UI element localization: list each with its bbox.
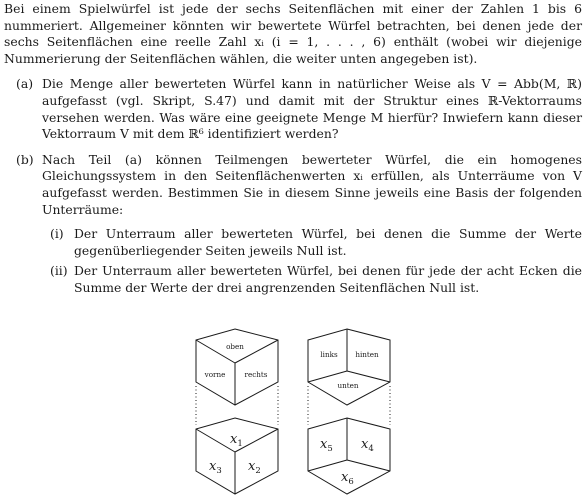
part-b [4,152,582,218]
label-x4: $x_4$ [361,437,374,454]
cube-bottom-left-outline [196,418,278,494]
label-x6: $x_6$ [341,470,354,487]
label-vorne: vorne [204,370,226,379]
part-b-i [4,226,582,259]
part-b-i-label: (i) [50,226,64,242]
label-hinten: hinten [355,350,379,359]
intro-paragraph: Bei einem Spielwürfel ist jede der sechs Seitenflächen mit einer der Zahlen 1 bis 6 nummeriert. Allgemeiner könnten wir bewertete Würfel betrachten, bei denen jede der sechs Seitenflächen eine reelle Zahl xᵢ (i = 1, . . . , 6) enthält (wobei wir diejenige Nummerierung der Seitenflächen wählen, die weiter unten angegeben ist). [4,1,582,66]
part-b-ii-text: Der Unterraum aller bewerteten Würfel, bei denen für jede der acht Ecken die Summe der Werte der drei angrenzenden Seitenflächen Null ist. [74,263,582,295]
part-b-ii [4,263,582,296]
label-rechts: rechts [244,370,268,379]
part-b-i-text: Der Unterraum aller bewerteten Würfel, bei denen die Summe der Werte gegenüberliegender Seiten jeweils Null ist. [74,226,582,258]
label-oben: oben [226,342,244,351]
part-b-ii-label: (ii) [50,263,68,279]
label-x3: $x_3$ [209,459,222,476]
cube-figure [190,326,400,498]
label-links: links [320,350,338,359]
label-x5: $x_5$ [320,437,333,454]
exercise-text [4,1,582,297]
label-x1: $x_1$ [230,432,243,449]
cube-top-left-outline [196,329,278,405]
part-b-label: (b) [16,151,34,167]
part-a-text: Die Menge aller bewerteten Würfel kann in natürlicher Weise als V = Abb(M, ℝ) aufgefasst (vgl. Skript, S.47) und damit mit der Struktur eines ℝ-Vektorraums versehen werden. Was wäre eine geeignete Menge M hierfür? Inwiefern kann dieser Vektorraum V mit dem ℝ⁶ identifiziert werden? [42,76,582,142]
label-unten: unten [337,381,359,390]
part-a-label: (a) [16,76,34,92]
cube-top-right-outline [308,329,390,405]
label-x2: $x_2$ [248,459,261,476]
part-b-text: Nach Teil (a) können Teilmengen bewerteter Würfel, die ein homogenes Gleichungssystem in den Seitenflächenwerten xᵢ erfüllen, als Unterräume von V aufgefasst werden. Bestimmen Sie in diesem Sinne jeweils eine Basis der folgenden Unterräume: [42,151,582,217]
part-a [4,76,582,142]
